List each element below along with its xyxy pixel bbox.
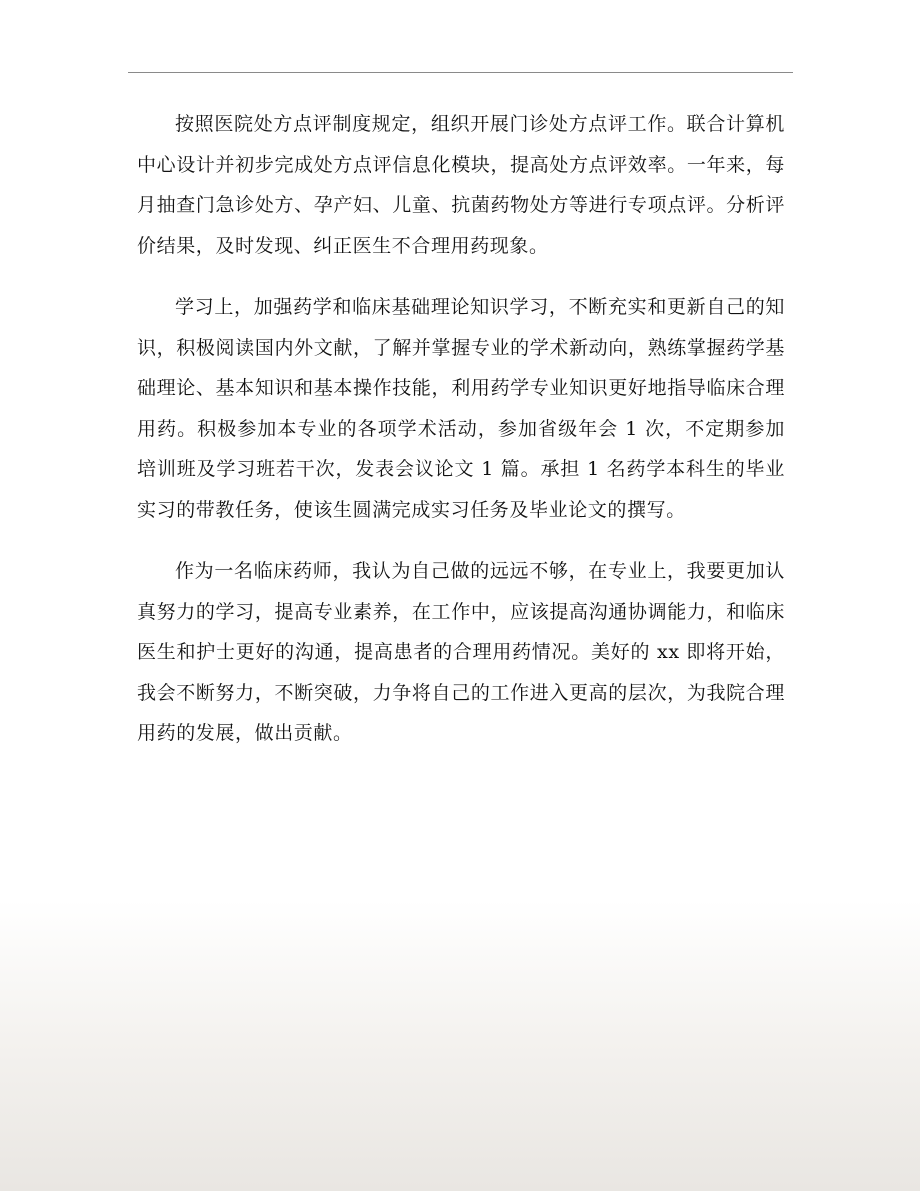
document-body (137, 104, 785, 775)
header-rule (128, 72, 793, 73)
paragraph-prescription-review: 按照医院处方点评制度规定，组织开展门诊处方点评工作。联合计算机中心设计并初步完成处方点评信息化模块，提高处方点评效率。一年来，每月抽查门急诊处方、孕产妇、儿童、抗菌药物处方等进行专项点评。分析评价结果，及时发现、纠正医生不合理用药现象。 (137, 113, 785, 257)
paragraph-outlook: 作为一名临床药师，我认为自己做的远远不够，在专业上，我要更加认真努力的学习，提高专业素养，在工作中，应该提高沟通协调能力，和临床医生和护士更好的沟通，提高患者的合理用药情况。美好的 xx 即将开始，我会不断努力，不断突破，力争将自己的工作进入更高的层次，为我院合理用药的发展，做出贡献。 (137, 560, 785, 744)
paragraph-study: 学习上，加强药学和临床基础理论知识学习，不断充实和更新自己的知识，积极阅读国内外文献，了解并掌握专业的学术新动向，熟练掌握药学基础理论、基本知识和基本操作技能，利用药学专业知识更好地指导临床合理用药。积极参加本专业的各项学术活动，参加省级年会 1 次，不定期参加培训班及学习班若干次，发表会议论文 1 篇。承担 1 名药学本科生的毕业实习的带教任务，使该生圆满完成实习任务及毕业论文的撰写。 (137, 296, 785, 521)
